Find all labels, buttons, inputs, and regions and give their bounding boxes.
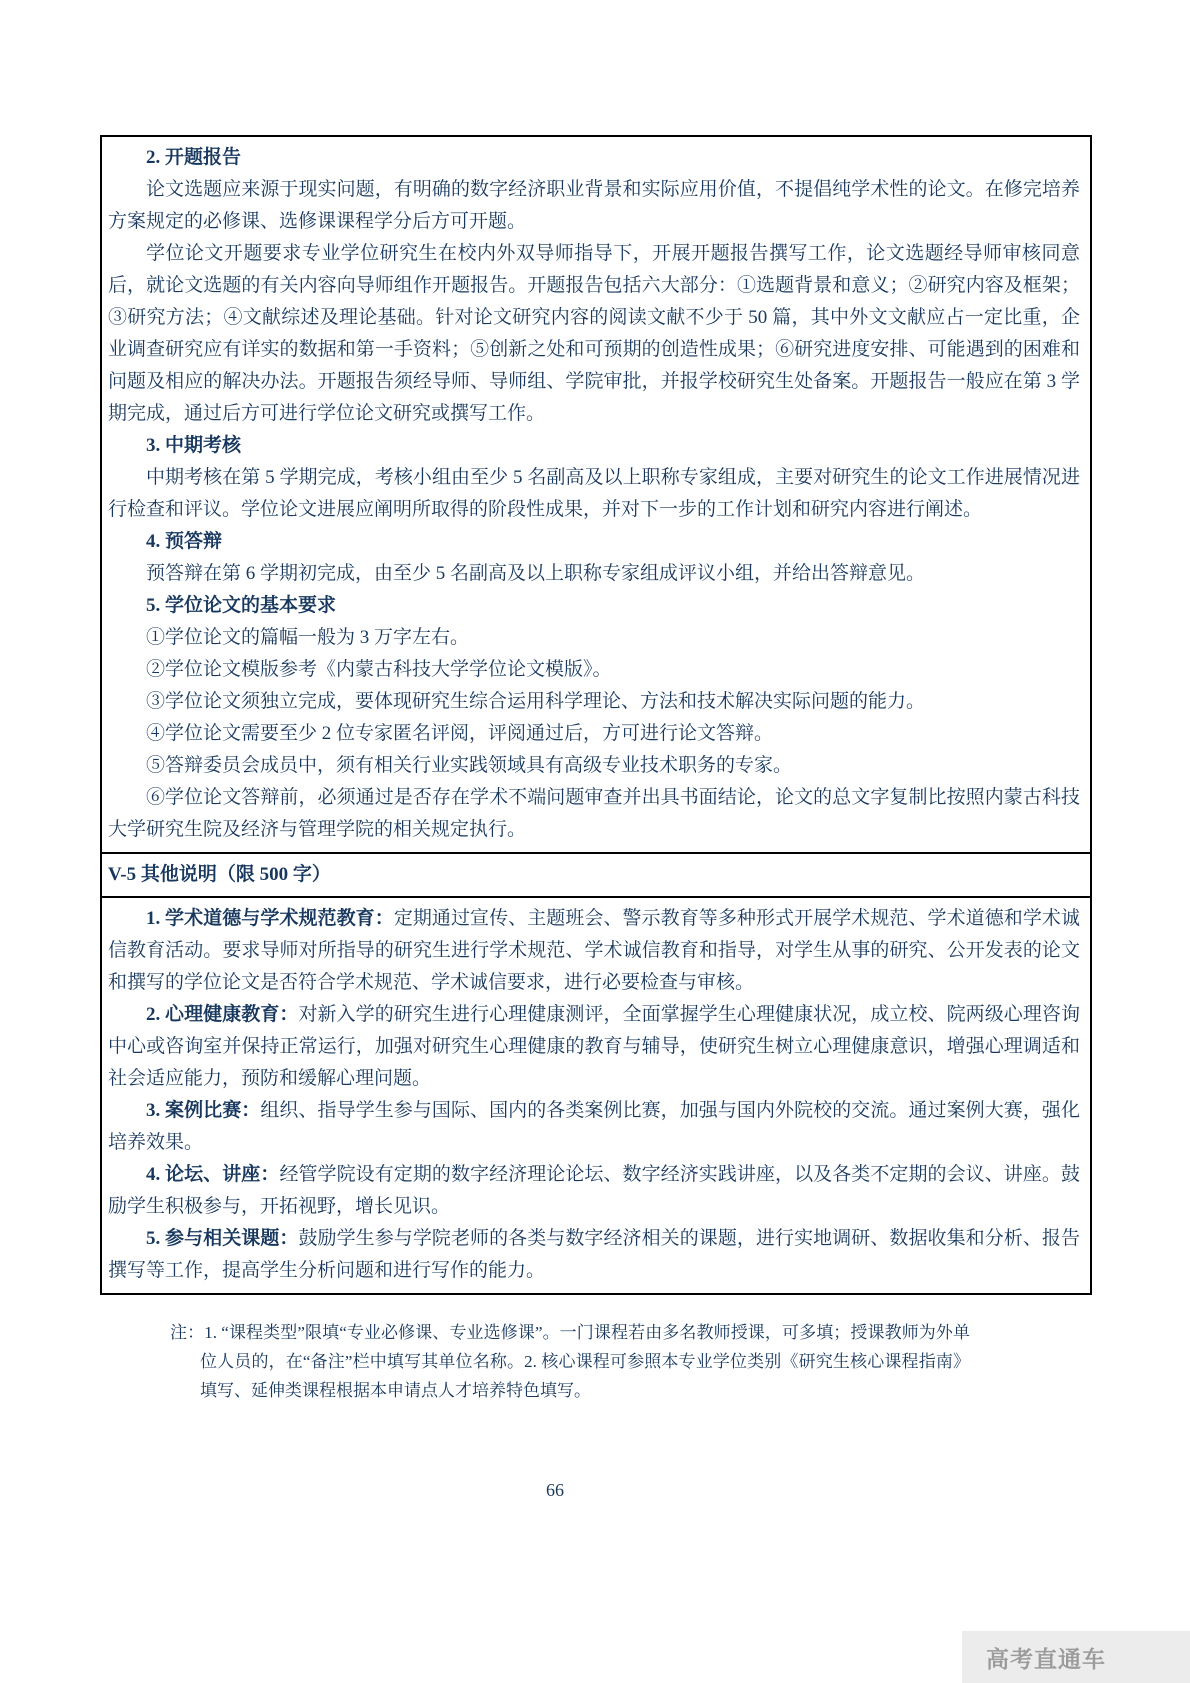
footnote: 注：1. “课程类型”限填“专业必修课、专业选修课”。一门课程若由多名教师授课，可多填；授课教师为外单位人员的，在“备注”栏中填写其单位名称。2. 核心课程可参照本专业学位类别《研究生核心课程指南》填写、延伸类课程根据本申请点人才培养特色填写。: [170, 1323, 970, 1400]
paragraph-text-5: 鼓励学生参与学院老师的各类与数字经济相关的课题，进行实地调研、数据收集和分析、报告撰写等工作，提高学生分析问题和进行写作的能力。: [108, 1228, 1080, 1281]
paragraph-text-1: 定期通过宣传、主题班会、警示教育等多种形式开展学术规范、学术道德和学术诚信教育活动。要求导师对所指导的研究生进行学术规范、学术诚信教育和指导，对学生从事的研究、公开发表的论文和撰写的学位论文是否符合学术规范、学术诚信要求，进行必要检查与审核。: [108, 908, 1080, 993]
other-note-paragraph-1: [108, 903, 1080, 999]
other-note-paragraph-5: [108, 1223, 1080, 1287]
page-number: 66: [546, 1480, 564, 1500]
heading-pre-defense: 4. 预答辩: [146, 531, 223, 552]
other-notes-cell: [102, 898, 1090, 1293]
other-note-paragraph-3: [108, 1095, 1080, 1159]
heading-thesis-basic-requirements: 5. 学位论文的基本要求: [146, 595, 337, 616]
other-note-paragraph-4: [108, 1159, 1080, 1223]
thesis-requirement-item-1: ①学位论文的篇幅一般为 3 万字左右。: [146, 627, 470, 648]
paragraph-lead-2: 2. 心理健康教育：: [146, 1004, 299, 1025]
paragraph-text-3: 组织、指导学生参与国际、国内的各类案例比赛，加强与国内外院校的交流。通过案例大赛，强化培养效果。: [108, 1100, 1080, 1153]
paragraph-lead-5: 5. 参与相关课题：: [146, 1228, 299, 1249]
watermark-text: 高考直通车: [986, 1645, 1106, 1672]
heading-opening-report: 2. 开题报告: [146, 147, 242, 168]
thesis-requirement-item-6: ⑥学位论文答辩前，必须通过是否存在学术不端问题审查并出具书面结论，论文的总文字复制比按照内蒙古科技大学研究生院及经济与管理学院的相关规定执行。: [108, 787, 1080, 840]
opening-report-paragraph-2: 学位论文开题要求专业学位研究生在校内外双导师指导下，开展开题报告撰写工作，论文选题经导师审核同意后，就论文选题的有关内容向导师组作开题报告。开题报告包括六大部分：①选题背景和意义；②研究内容及框架；③研究方法；④文献综述及理论基础。针对论文研究内容的阅读文献不少于 50 篇，其中外文文献应占一定比重，企业调查研究应有详实的数据和第一手资料；⑤创新之处和可预期的创造性成果；⑥研究进度安排、可能遇到的困难和问题及相应的解决办法。开题报告须经导师、导师组、学院审批，并报学校研究生处备案。开题报告一般应在第 3 学期完成，通过后方可进行学位论文研究或撰写工作。: [108, 243, 1080, 424]
thesis-requirement-item-2: ②学位论文模版参考《内蒙古科技大学学位论文模版》。: [146, 659, 612, 680]
other-note-paragraph-2: [108, 999, 1080, 1095]
midterm-paragraph: 中期考核在第 5 学期完成，考核小组由至少 5 名副高及以上职称专家组成，主要对研究生的论文工作进展情况进行检查和评议。学位论文进展应阐明所取得的阶段性成果，并对下一步的工作计划和研究内容进行阐述。: [108, 467, 1080, 520]
training-plan-table: [100, 135, 1092, 1295]
watermark-strip: [962, 1631, 1190, 1683]
thesis-requirement-item-3: ③学位论文须独立完成，要体现研究生综合运用科学理论、方法和技术解决实际问题的能力。: [146, 691, 926, 712]
paragraph-lead-1: 1. 学术道德与学术规范教育：: [146, 908, 394, 929]
thesis-requirements-cell: [102, 137, 1090, 854]
section-v5-header: V-5 其他说明（限 500 字）: [102, 854, 1090, 898]
paragraph-lead-4: 4. 论坛、讲座：: [146, 1164, 280, 1185]
opening-report-paragraph-1: 论文选题应来源于现实问题，有明确的数字经济职业背景和实际应用价值，不提倡纯学术性的论文。在修完培养方案规定的必修课、选修课课程学分后方可开题。: [108, 179, 1080, 232]
heading-midterm-assessment: 3. 中期考核: [146, 435, 242, 456]
paragraph-text-4: 经管学院设有定期的数字经济理论论坛、数字经济实践讲座，以及各类不定期的会议、讲座。鼓励学生积极参与，开拓视野，增长见识。: [108, 1164, 1080, 1217]
pre-defense-paragraph: 预答辩在第 6 学期初完成，由至少 5 名副高及以上职称专家组成评议小组，并给出答辩意见。: [146, 563, 926, 584]
thesis-requirement-item-4: ④学位论文需要至少 2 位专家匿名评阅，评阅通过后，方可进行论文答辩。: [146, 723, 774, 744]
thesis-requirement-item-5: ⑤答辩委员会成员中，须有相关行业实践领域具有高级专业技术职务的专家。: [146, 755, 793, 776]
paragraph-lead-3: 3. 案例比赛：: [146, 1100, 261, 1121]
paragraph-text-2: 对新入学的研究生进行心理健康测评，全面掌握学生心理健康状况，成立校、院两级心理咨询中心或咨询室并保持正常运行，加强对研究生心理健康的教育与辅导，使研究生树立心理健康意识，增强心理调适和社会适应能力，预防和缓解心理问题。: [108, 1004, 1080, 1089]
